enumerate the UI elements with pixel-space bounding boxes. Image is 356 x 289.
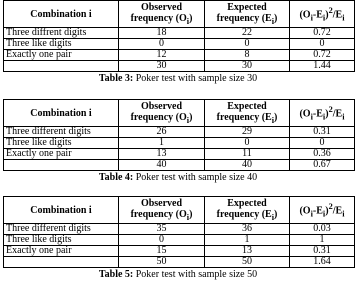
observed-total-cell: 40 (119, 160, 205, 171)
expected-cell: 11 (205, 149, 290, 160)
poker-test-table (3, 0, 355, 72)
table-row (4, 235, 355, 246)
combination-cell: Three like digits (4, 235, 119, 246)
chi-square-cell: 1 (290, 235, 355, 246)
observed-cell: 26 (119, 127, 205, 138)
table-row (4, 138, 355, 149)
poker-table-block (0, 0, 356, 84)
combination-cell (4, 160, 119, 171)
table-caption: Table 4: Poker test with sample size 40 (98, 172, 258, 183)
combination-header: Combination i (4, 1, 119, 28)
expected-cell: 1 (205, 235, 290, 246)
table-caption: Table 3: Poker test with sample size 30 (98, 73, 258, 84)
observed-total-cell: 50 (119, 257, 205, 268)
expected-cell: 0 (205, 138, 290, 149)
observed-frequency-header: Observed frequency $(O_i)$ (119, 197, 205, 224)
total-row (4, 61, 355, 72)
chi-square-header: $(O_i-E_i)^2/E_i$ (290, 1, 355, 28)
table-row (4, 224, 355, 235)
expected-cell: 8 (205, 50, 290, 61)
combination-header: Combination i (4, 100, 119, 127)
chi-square-total-cell: 0.67 (290, 160, 355, 171)
combination-cell: Three diffrent digits (4, 28, 119, 39)
observed-cell: 18 (119, 28, 205, 39)
table-header-row (4, 100, 355, 127)
chi-square-header: $(O_i-E_i)^2/E_i$ (290, 100, 355, 127)
combination-cell: Three different digits (4, 224, 119, 235)
observed-frequency-header: Observed frequency $(O_i)$ (119, 1, 205, 28)
chi-square-cell: 0.72 (290, 50, 355, 61)
chi-square-total-cell: 1.64 (290, 257, 355, 268)
poker-test-table (3, 99, 355, 171)
expected-frequency-header: Expected frequency $(E_i)$ (205, 100, 290, 127)
expected-cell: 22 (205, 28, 290, 39)
expected-cell: 29 (205, 127, 290, 138)
table-row (4, 28, 355, 39)
observed-cell: 12 (119, 50, 205, 61)
table-header-row (4, 1, 355, 28)
poker-test-table (3, 196, 355, 268)
expected-total-cell: 40 (205, 160, 290, 171)
expected-cell: 36 (205, 224, 290, 235)
chi-square-cell: 0 (290, 138, 355, 149)
observed-cell: 0 (119, 39, 205, 50)
chi-square-cell: 0.36 (290, 149, 355, 160)
table-row (4, 246, 355, 257)
chi-square-total-cell: 1.44 (290, 61, 355, 72)
chi-square-cell: 0 (290, 39, 355, 50)
observed-cell: 13 (119, 149, 205, 160)
combination-cell: Three like digits (4, 39, 119, 50)
observed-total-cell: 30 (119, 61, 205, 72)
table-row (4, 39, 355, 50)
table-row (4, 50, 355, 61)
combination-cell (4, 257, 119, 268)
combination-cell: Exactly one pair (4, 149, 119, 160)
expected-frequency-header: Expected frequency $(E_i)$ (205, 197, 290, 224)
expected-total-cell: 50 (205, 257, 290, 268)
chi-square-cell: 0.72 (290, 28, 355, 39)
observed-cell: 0 (119, 235, 205, 246)
observed-cell: 15 (119, 246, 205, 257)
table-row (4, 149, 355, 160)
total-row (4, 160, 355, 171)
observed-frequency-header: Observed frequency $(O_i)$ (119, 100, 205, 127)
combination-cell: Exactly one pair (4, 246, 119, 257)
total-row (4, 257, 355, 268)
table-header-row (4, 197, 355, 224)
combination-cell (4, 61, 119, 72)
observed-cell: 35 (119, 224, 205, 235)
combination-header: Combination i (4, 197, 119, 224)
poker-table-block (0, 196, 356, 280)
expected-cell: 13 (205, 246, 290, 257)
chi-square-cell: 0.03 (290, 224, 355, 235)
expected-frequency-header: Expected frequency $(E_i)$ (205, 1, 290, 28)
observed-cell: 1 (119, 138, 205, 149)
chi-square-cell: 0.31 (290, 127, 355, 138)
combination-cell: Exactly one pair (4, 50, 119, 61)
poker-table-block (0, 99, 356, 183)
combination-cell: Three different digits (4, 127, 119, 138)
expected-total-cell: 30 (205, 61, 290, 72)
expected-cell: 0 (205, 39, 290, 50)
table-caption: Table 5: Poker test with sample size 50 (98, 269, 258, 280)
chi-square-header: $(O_i-E_i)^2/E_i$ (290, 197, 355, 224)
chi-square-cell: 0.31 (290, 246, 355, 257)
table-row (4, 127, 355, 138)
combination-cell: Three like digits (4, 138, 119, 149)
